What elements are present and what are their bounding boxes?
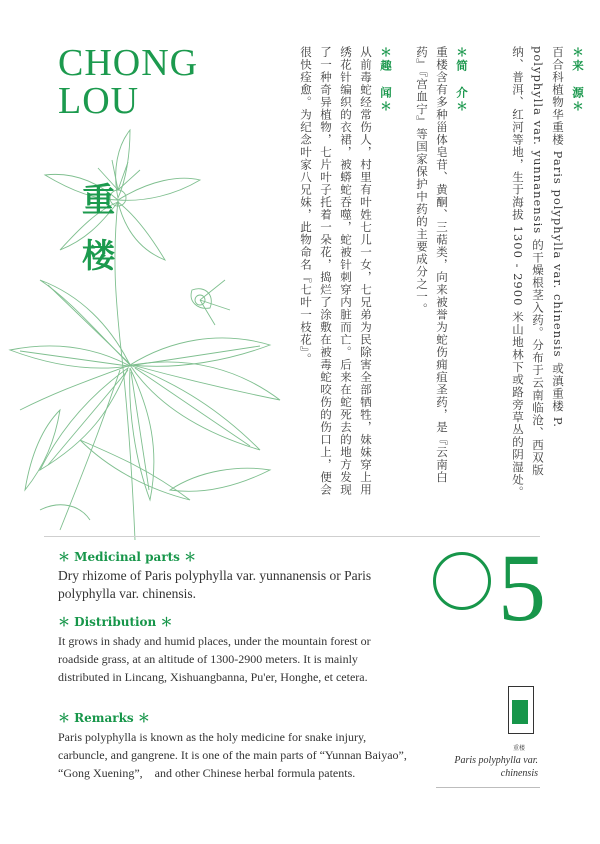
medicinal-parts-title: ＊ Medicinal parts ＊ xyxy=(58,550,197,564)
divider-bottom xyxy=(436,787,540,788)
title-en-line1: CHONG xyxy=(58,42,199,84)
section-remarks xyxy=(58,709,408,782)
title-cn-char1: 重 xyxy=(82,180,115,219)
title-en-line2: LOU xyxy=(58,80,140,122)
medicinal-parts-body: Dry rhizome of Paris polyphylla var. yunnanensis or Paris polyphylla var. chinensis. xyxy=(58,568,372,601)
title-english xyxy=(58,44,198,120)
column-anecdote-heading: ＊趣 闻＊ xyxy=(379,46,393,114)
divider-top xyxy=(44,536,540,537)
column-source-heading: ＊来 源＊ xyxy=(571,46,585,114)
remarks-body: Paris polyphylla is known as the holy medicine for snake injury, carbuncle, and gangrene. It is one of the main parts of “Yunnan Baiyao”, “Gong Xuening”, and other Chinese herbal formula patents. xyxy=(58,730,407,780)
page-number: 5 xyxy=(498,534,546,641)
column-source-body: 百合科植物华重楼 Paris polyphylla var. chinensis 或滇重楼 P. polyphylla var. yunnanensis 的干燥根茎入药。分布于云南临沧、西双版纳、普洱、红河等地，生于海拔 1300 - 2900 米山地林下或路旁草丛的阴湿处。 xyxy=(511,46,565,499)
section-medicinal-parts xyxy=(58,548,408,603)
remarks-title: ＊ Remarks ＊ xyxy=(58,711,150,725)
color-swatch xyxy=(512,700,528,724)
column-intro-heading: ＊简 介＊ xyxy=(455,46,469,114)
section-distribution xyxy=(58,613,408,686)
distribution-body: It grows in shady and humid places, under the mountain forest or roadside grass, at an altitude of 1300-2900 meters. It is mainly distributed in Lincang, Xishuangbanna, Pu'er, Honghe, et cetera. xyxy=(58,634,371,684)
plant-illustration xyxy=(0,110,300,540)
column-source xyxy=(508,46,588,501)
column-intro-body: 重楼含有多种甾体皂苷、黄酮、三萜类，向来被誉为蛇伤痈疽圣药，是『云南白药』『宫血宁』等国家保护中药的主要成分之一。 xyxy=(415,46,449,484)
title-cn-char2: 楼 xyxy=(82,236,115,275)
title-chinese xyxy=(82,172,115,284)
column-anecdote-body: 从前毒蛇经常伤人，村里有叶姓七儿一女，七兄弟为民除害全部牺牲，妹妹穿上用绣花针编织的衣裙，被蟒蛇吞噬，蛇被针刺穿内脏而亡。后来在蛇死去的地方发现了一种奇异植物，七片叶子托着一朵花，捣烂了涂敷在被毒蛇咬伤的伤口上，便会很快痊愈。为纪念叶家八兄妹，此物命名『七叶一枝花』。 xyxy=(299,46,373,496)
distribution-title: ＊ Distribution ＊ xyxy=(58,615,173,629)
swatch-label: 重楼 xyxy=(513,745,526,752)
column-anecdote xyxy=(276,46,396,501)
number-zero-ring xyxy=(433,552,491,610)
species-caption: Paris polyphylla var. chinensis xyxy=(454,755,538,779)
column-intro xyxy=(412,46,472,501)
